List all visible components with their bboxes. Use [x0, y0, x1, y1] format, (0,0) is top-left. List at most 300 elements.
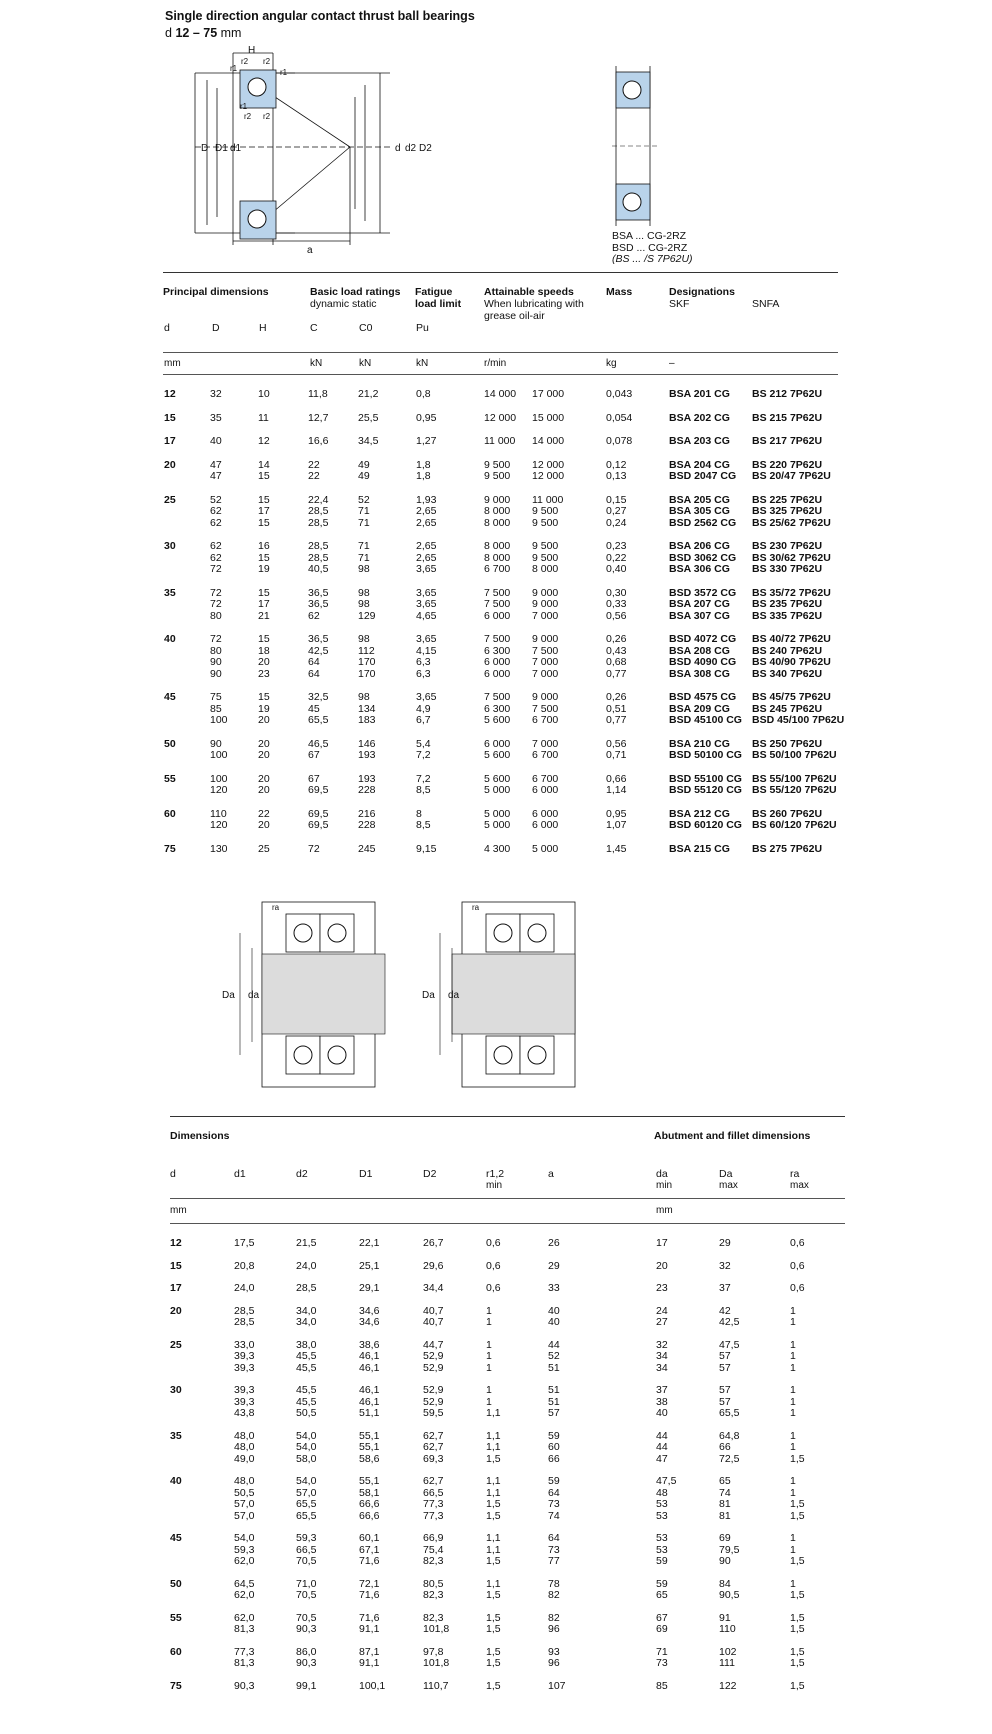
- table2-cell: 1,5: [486, 1589, 501, 1601]
- table1-cell: 112: [358, 644, 375, 657]
- table1-cell: 6 300: [484, 702, 511, 715]
- table2-cell: 38: [656, 1395, 668, 1408]
- table2-cell: 67,1: [359, 1543, 380, 1556]
- table2-cell: 24,0: [234, 1282, 255, 1294]
- table1-cell: 17 000: [532, 388, 565, 400]
- table1-cell: 6 000: [532, 819, 559, 831]
- table1-cell: 8,5: [416, 784, 431, 796]
- table1-cell: 5,4: [416, 737, 431, 750]
- page-title: Single direction angular contact thrust ball bearings: [165, 9, 475, 23]
- table1-top-rule: [163, 272, 838, 273]
- table1-cell: 71: [358, 505, 370, 517]
- table2-cell: 1,1: [486, 1429, 501, 1442]
- table1-cell: 7 500: [484, 598, 511, 610]
- table1-cell: 72: [210, 633, 222, 645]
- table2-cell: 47: [656, 1452, 668, 1465]
- table1-cell: 9 000: [532, 598, 559, 610]
- table2-cell: 77,3: [423, 1498, 444, 1510]
- bore-diameter-17: 17: [170, 1282, 182, 1294]
- table2-cell: 34,0: [296, 1316, 317, 1328]
- table1-cell: 12 000: [484, 411, 517, 424]
- table2-cell: 20,8: [234, 1259, 255, 1272]
- table1-cell: 9 000: [532, 586, 559, 599]
- table2-cell: 32: [719, 1259, 731, 1272]
- table1-cell: 0,22: [606, 551, 627, 564]
- table1-cell: 7 500: [484, 633, 511, 645]
- table2-cell: 52: [548, 1350, 560, 1362]
- table1-cell: 10: [258, 388, 270, 400]
- table1-header-basic-load: Basic load ratings dynamic static: [310, 286, 401, 310]
- table1-cell: 67: [308, 749, 320, 761]
- table2-cell: 66,9: [423, 1532, 444, 1544]
- subtitle-unit: mm: [220, 26, 242, 40]
- table2-cell: 59: [656, 1577, 668, 1590]
- table1-cell: 9 000: [484, 493, 511, 506]
- table2-cell: 0,6: [486, 1237, 501, 1249]
- table1-cell: BS 60/120 7P62U: [752, 819, 837, 831]
- table1-cell: 0,68: [606, 656, 627, 668]
- table1-cell: 15: [258, 633, 270, 645]
- table2-cell: 34: [656, 1361, 668, 1374]
- table1-cell: 7,2: [416, 772, 431, 785]
- label-r1-top: r1: [230, 64, 238, 73]
- t2-sub-min-r: min: [486, 1180, 503, 1191]
- table2-cell: 55,1: [359, 1475, 380, 1487]
- table2-cell: 17,5: [234, 1237, 255, 1249]
- table1-cell: 7 500: [484, 691, 511, 703]
- label-r2-top-right: r2: [263, 57, 271, 66]
- table2-cell: 49,0: [234, 1452, 255, 1465]
- variant-note-bs: (BS ... /S 7P62U): [612, 253, 693, 265]
- table2-cell: 57,0: [296, 1486, 317, 1499]
- table2-cell: 24,0: [296, 1259, 317, 1272]
- table1-cell: 6 000: [484, 656, 511, 668]
- label-Da-right: Da: [422, 990, 435, 1001]
- bore-diameter-30: 30: [170, 1384, 182, 1396]
- table2-cell: 45,5: [296, 1361, 317, 1374]
- table1-cell: 11 000: [532, 493, 564, 506]
- t2-symbol-Da: Da: [719, 1168, 733, 1180]
- bore-diameter-75: 75: [170, 1679, 182, 1692]
- table2-cell: 50,5: [234, 1486, 255, 1499]
- table2-cell: 64,5: [234, 1577, 255, 1590]
- table1-cell: 62: [210, 516, 222, 529]
- t1-unit-mm: mm: [164, 358, 181, 369]
- table1-cell: 170: [358, 656, 376, 668]
- table1-cell: 80: [210, 644, 222, 657]
- table1-cell: 67: [308, 772, 320, 785]
- bore-diameter-60: 60: [170, 1645, 182, 1658]
- table1-cell: 0,078: [606, 435, 633, 447]
- table1-cell: 146: [358, 737, 376, 750]
- table2-cell: 57,0: [234, 1509, 255, 1522]
- table2-cell: 82: [548, 1589, 560, 1601]
- table1-cell: 0,8: [416, 388, 431, 400]
- table2-cell: 59: [656, 1555, 668, 1567]
- table2-cell: 50,5: [296, 1407, 317, 1419]
- table2-cell: 69: [656, 1623, 668, 1635]
- table2-cell: 73: [548, 1498, 560, 1510]
- table1-cell: 2,65: [416, 516, 437, 529]
- t1-symbol-D: D: [212, 322, 220, 334]
- table1-cell: 110: [210, 807, 227, 820]
- table1-cell: 4,65: [416, 609, 437, 622]
- table1-cell: 42,5: [308, 644, 329, 657]
- table1-cell: 0,26: [606, 691, 627, 703]
- table2-cell: 65,5: [296, 1498, 317, 1510]
- table2-cell: 91: [719, 1611, 731, 1624]
- table2-header-dimensions: Dimensions: [170, 1130, 230, 1142]
- label-da-left: da: [248, 990, 260, 1001]
- table2-cell: 73: [548, 1543, 560, 1556]
- table1-cell: 2,65: [416, 540, 437, 552]
- table2-cell: 1,5: [790, 1645, 805, 1658]
- table1-cell: 9 000: [532, 633, 559, 645]
- mounting-diagram-right: [420, 902, 585, 1087]
- table2-cell: 100,1: [359, 1679, 386, 1692]
- table1-cell: 72: [210, 563, 222, 575]
- label-D: D: [201, 143, 209, 154]
- table2-cell: 1,1: [486, 1475, 501, 1487]
- table1-header-principal: Principal dimensions: [163, 286, 269, 298]
- table1-cell: 11 000: [484, 435, 516, 447]
- t2-symbol-D1: D1: [359, 1168, 373, 1180]
- table2-cell: 96: [548, 1657, 560, 1669]
- bore-diameter-35: 35: [164, 586, 176, 599]
- label-ra-right: ra: [472, 903, 480, 912]
- table1-cell: 6 300: [484, 644, 511, 657]
- bore-diameter-55: 55: [164, 772, 176, 785]
- table1-cell: BS 260 7P62U: [752, 807, 823, 820]
- table2-cell: 66,6: [359, 1509, 380, 1522]
- table2-cell: 60: [548, 1441, 560, 1453]
- table1-cell: 7,2: [416, 749, 431, 761]
- table1-cell: 9 000: [532, 691, 559, 703]
- table1-cell: 9 500: [484, 458, 511, 471]
- table1-cell: BSD 60120 CG: [669, 819, 742, 831]
- table2-cell: 65,5: [719, 1407, 740, 1419]
- bore-diameter-20: 20: [170, 1304, 182, 1317]
- table1-cell: 36,5: [308, 598, 329, 610]
- table1-cell: 0,26: [606, 633, 627, 645]
- table1-cell: 0,12: [606, 458, 627, 471]
- table1-cell: 129: [358, 609, 376, 622]
- table2-cell: 54,0: [296, 1475, 317, 1487]
- variant-note-bsd: BSD ... CG-2RZ: [612, 241, 688, 254]
- table1-cell: 15: [258, 691, 270, 703]
- table1-cell: 193: [358, 749, 376, 761]
- table2-cell: 90,3: [234, 1679, 255, 1692]
- table2-cell: 44,7: [423, 1338, 444, 1351]
- bore-diameter-45: 45: [170, 1532, 182, 1544]
- table1-cell: 0,56: [606, 609, 627, 622]
- table1-cell: 8 000: [532, 563, 559, 575]
- table1-cell: 15: [258, 470, 270, 482]
- table1-cell: BS 275 7P62U: [752, 842, 823, 855]
- table1-cell: 7 000: [532, 609, 559, 622]
- table1-cell: 2,65: [416, 505, 437, 517]
- table1-cell: BS 220 7P62U: [752, 458, 823, 471]
- table2-cell: 1,5: [790, 1452, 805, 1465]
- table1-cell: 36,5: [308, 586, 329, 599]
- table1-cell: 14 000: [532, 435, 565, 447]
- table1-cell: 0,30: [606, 586, 627, 599]
- table1-cell: 0,77: [606, 714, 627, 726]
- table1-cell: 130: [210, 842, 228, 855]
- table1-cell: 100: [210, 749, 228, 761]
- table1-cell: 9 500: [532, 540, 559, 552]
- t1-unit-kg: kg: [606, 358, 617, 369]
- table2-cell: 0,6: [486, 1282, 501, 1294]
- table2-cell: 1,5: [486, 1498, 501, 1510]
- table1-cell: BSD 4090 CG: [669, 656, 737, 668]
- table2-cell: 37: [719, 1282, 731, 1294]
- bore-diameter-15: 15: [164, 411, 176, 424]
- table2-cell: 51: [548, 1384, 560, 1396]
- table1-cell: 8: [416, 807, 422, 820]
- table2-cell: 1: [790, 1338, 796, 1351]
- table1-cell: 21,2: [358, 388, 379, 400]
- table1-cell: 183: [358, 714, 376, 726]
- t2-symbol-r12: r1,2: [486, 1168, 505, 1180]
- table1-cell: 32,5: [308, 691, 329, 703]
- table1-cell: BSD 4072 CG: [669, 633, 737, 645]
- table2-cell: 82,3: [423, 1589, 444, 1601]
- bore-diameter-15: 15: [170, 1259, 182, 1272]
- table2-cell: 64: [548, 1486, 560, 1499]
- table2-cell: 39,3: [234, 1395, 255, 1408]
- table2-cell: 1,1: [486, 1486, 501, 1499]
- table2-cell: 48,0: [234, 1441, 255, 1453]
- table1-cell: 6 000: [484, 609, 511, 622]
- table1-cell: 12,7: [308, 411, 329, 424]
- table1-cell: 0,95: [416, 411, 437, 424]
- table1-cell: 98: [358, 563, 370, 575]
- table1-cell: 22: [258, 807, 270, 820]
- t1-unit-rpm: r/min: [484, 358, 507, 369]
- table2-cell: 65,5: [296, 1509, 317, 1522]
- table2-cell: 59: [548, 1429, 560, 1442]
- table2-cell: 62,7: [423, 1429, 444, 1442]
- bore-diameter-20: 20: [164, 458, 176, 471]
- table1-cell: BS 30/62 7P62U: [752, 551, 831, 564]
- table1-cell: BS 212 7P62U: [752, 388, 823, 400]
- table1-header-mass: Mass: [606, 286, 633, 298]
- table2-cell: 79,5: [719, 1543, 740, 1556]
- table2-cell: 78: [548, 1577, 560, 1590]
- bore-diameter-50: 50: [164, 737, 176, 750]
- table1-cell: 4,15: [416, 644, 437, 657]
- table2-cell: 26,7: [423, 1237, 444, 1249]
- table1-cell: BSD 55100 CG: [669, 772, 742, 785]
- table2-cell: 48: [656, 1486, 668, 1499]
- table2-cell: 71,0: [296, 1577, 317, 1590]
- table2-cell: 51,1: [359, 1407, 380, 1419]
- table1-cell: 8 000: [484, 551, 511, 564]
- table1-cell: 14: [258, 458, 270, 471]
- t1-symbol-C: C: [310, 322, 318, 334]
- table1-cell: 7 000: [532, 667, 559, 680]
- table2-cell: 1: [790, 1316, 796, 1328]
- table1-cell: 0,66: [606, 772, 627, 785]
- table1-header-designations: Designations SKF: [669, 286, 735, 310]
- table2-cell: 1,5: [790, 1679, 805, 1692]
- table2-cell: 1: [486, 1384, 492, 1396]
- table2-symbol-rule: [170, 1198, 845, 1199]
- table1-cell: 228: [358, 784, 376, 796]
- table2-cell: 52,9: [423, 1395, 444, 1408]
- table1-cell: BSA 203 CG: [669, 435, 730, 447]
- table2-cell: 1,1: [486, 1407, 501, 1419]
- table1-cell: 7 000: [532, 656, 559, 668]
- table1-cell: 4 300: [484, 842, 511, 855]
- table2-cell: 101,8: [423, 1623, 450, 1635]
- table1-cell: BSA 209 CG: [669, 702, 730, 715]
- table2-cell: 66: [548, 1452, 560, 1465]
- table2-cell: 82: [548, 1611, 560, 1624]
- table1-cell: 90: [210, 656, 222, 668]
- table2-cell: 77,3: [423, 1509, 444, 1522]
- table2-cell: 55,1: [359, 1441, 380, 1453]
- table1-cell: 98: [358, 586, 370, 599]
- table1-cell: 120: [210, 784, 228, 796]
- table1-cell: 8,5: [416, 819, 431, 831]
- table1-cell: 98: [358, 691, 370, 703]
- t2-symbol-d2: d2: [296, 1168, 308, 1180]
- table2-cell: 29,1: [359, 1282, 380, 1294]
- table1-cell: 62: [308, 609, 320, 622]
- table1-cell: BSA 308 CG: [669, 667, 730, 680]
- table1-cell: 0,77: [606, 667, 627, 680]
- table1-cell: BSA 307 CG: [669, 609, 730, 622]
- t1-symbol-C0: C0: [359, 322, 373, 334]
- table2-cell: 80,5: [423, 1577, 444, 1590]
- table2-cell: 59,3: [296, 1532, 317, 1544]
- table1-cell: BS 35/72 7P62U: [752, 586, 831, 599]
- table2-cell: 69: [719, 1532, 731, 1544]
- t1-unit-kn-c0: kN: [359, 358, 372, 369]
- table2-cell: 24: [656, 1304, 668, 1317]
- label-d1: d1: [230, 143, 242, 154]
- table1-cell: BS 225 7P62U: [752, 493, 823, 506]
- table2-top-rule: [170, 1116, 845, 1117]
- bore-diameter-60: 60: [164, 807, 176, 820]
- table1-cell: 20: [258, 656, 270, 668]
- table1-cell: 9 500: [532, 505, 559, 517]
- table1-cell: 0,24: [606, 516, 627, 529]
- table2-cell: 72,1: [359, 1577, 380, 1590]
- table2-cell: 1,5: [790, 1657, 805, 1669]
- table1-cell: BSD 2047 CG: [669, 470, 737, 482]
- table1-cell: 15: [258, 493, 270, 506]
- table1-cell: 5 000: [484, 784, 511, 796]
- table2-cell: 73: [656, 1657, 668, 1669]
- table2-cell: 1,5: [486, 1611, 501, 1624]
- table1-cell: 7 500: [532, 702, 559, 715]
- table1-cell: 6,3: [416, 667, 431, 680]
- table2-cell: 90,3: [296, 1623, 317, 1635]
- table1-cell: 40: [210, 435, 222, 447]
- table1-cell: 85: [210, 702, 222, 715]
- table1-cell: BS 217 7P62U: [752, 435, 823, 447]
- table1-cell: BS 25/62 7P62U: [752, 516, 831, 529]
- mounting-diagram-left: [220, 902, 385, 1087]
- table1-cell: BSA 206 CG: [669, 540, 730, 552]
- table2-cell: 1: [790, 1486, 796, 1499]
- table1-cell: 0,51: [606, 702, 627, 715]
- table1-cell: 9,15: [416, 842, 437, 855]
- table2-cell: 57: [719, 1350, 731, 1362]
- table1-cell: 65,5: [308, 714, 329, 726]
- table2-cell: 53: [656, 1509, 668, 1522]
- table2-cell: 37: [656, 1384, 668, 1396]
- table1-cell: 8 000: [484, 505, 511, 517]
- table1-cell: BS 50/100 7P62U: [752, 749, 837, 761]
- table2-cell: 87,1: [359, 1645, 380, 1658]
- label-r1-right: r1: [280, 68, 288, 77]
- table1-cell: 0,23: [606, 540, 627, 552]
- table2-cell: 1,5: [790, 1589, 805, 1601]
- table1-cell: 0,95: [606, 807, 627, 820]
- table2-cell: 44: [656, 1441, 668, 1453]
- table2-cell: 90: [719, 1555, 731, 1567]
- table1-cell: 75: [210, 691, 222, 703]
- table1-cell: BSA 207 CG: [669, 598, 730, 610]
- table1-cell: 16: [258, 540, 270, 552]
- table1-cell: 8 000: [484, 540, 511, 552]
- table1-cell: 22: [308, 458, 320, 471]
- table2-cell: 40,7: [423, 1304, 444, 1317]
- table1-cell: 15: [258, 551, 270, 564]
- table2-cell: 34,6: [359, 1304, 380, 1317]
- table1-cell: BS 230 7P62U: [752, 540, 823, 552]
- table1-cell: 6 000: [532, 784, 559, 796]
- table2-cell: 82,3: [423, 1611, 444, 1624]
- table1-cell: 62: [210, 540, 222, 552]
- variant-note: [612, 231, 693, 266]
- bore-diameter-50: 50: [170, 1577, 182, 1590]
- table1-cell: 0,054: [606, 411, 633, 424]
- table1-cell: BS 245 7P62U: [752, 702, 823, 715]
- bore-diameter-25: 25: [164, 493, 176, 506]
- table1-cell: BSD 3062 CG: [669, 551, 737, 564]
- table1-cell: 228: [358, 819, 376, 831]
- table1-cell: 71: [358, 551, 370, 564]
- table2-cell: 45,5: [296, 1384, 317, 1396]
- table2-cell: 71,6: [359, 1611, 380, 1624]
- table1-cell: 15: [258, 586, 270, 599]
- table2-cell: 81,3: [234, 1623, 255, 1635]
- table1-cell: 69,5: [308, 819, 329, 831]
- table2-cell: 1,5: [790, 1498, 805, 1510]
- table2-cell: 51: [548, 1361, 560, 1374]
- table2-cell: 40: [548, 1304, 560, 1317]
- variant-note-bsa: BSA ... CG-2RZ: [612, 230, 687, 242]
- table2-cell: 77,3: [234, 1645, 255, 1658]
- table1-cell: 3,65: [416, 586, 437, 599]
- table2-cell: 40: [548, 1316, 560, 1328]
- table2-cell: 38,6: [359, 1338, 380, 1351]
- table2-cell: 33: [548, 1282, 560, 1294]
- table1-cell: BS 55/120 7P62U: [752, 784, 837, 796]
- table2-cell: 54,0: [234, 1532, 255, 1544]
- label-d2: d2: [405, 143, 417, 154]
- table2-cell: 1,5: [790, 1611, 805, 1624]
- table1-cell: 6 000: [532, 807, 559, 820]
- table2-cell: 1: [790, 1429, 796, 1442]
- table2-cell: 69,3: [423, 1452, 444, 1465]
- table1-cell: 20: [258, 819, 270, 831]
